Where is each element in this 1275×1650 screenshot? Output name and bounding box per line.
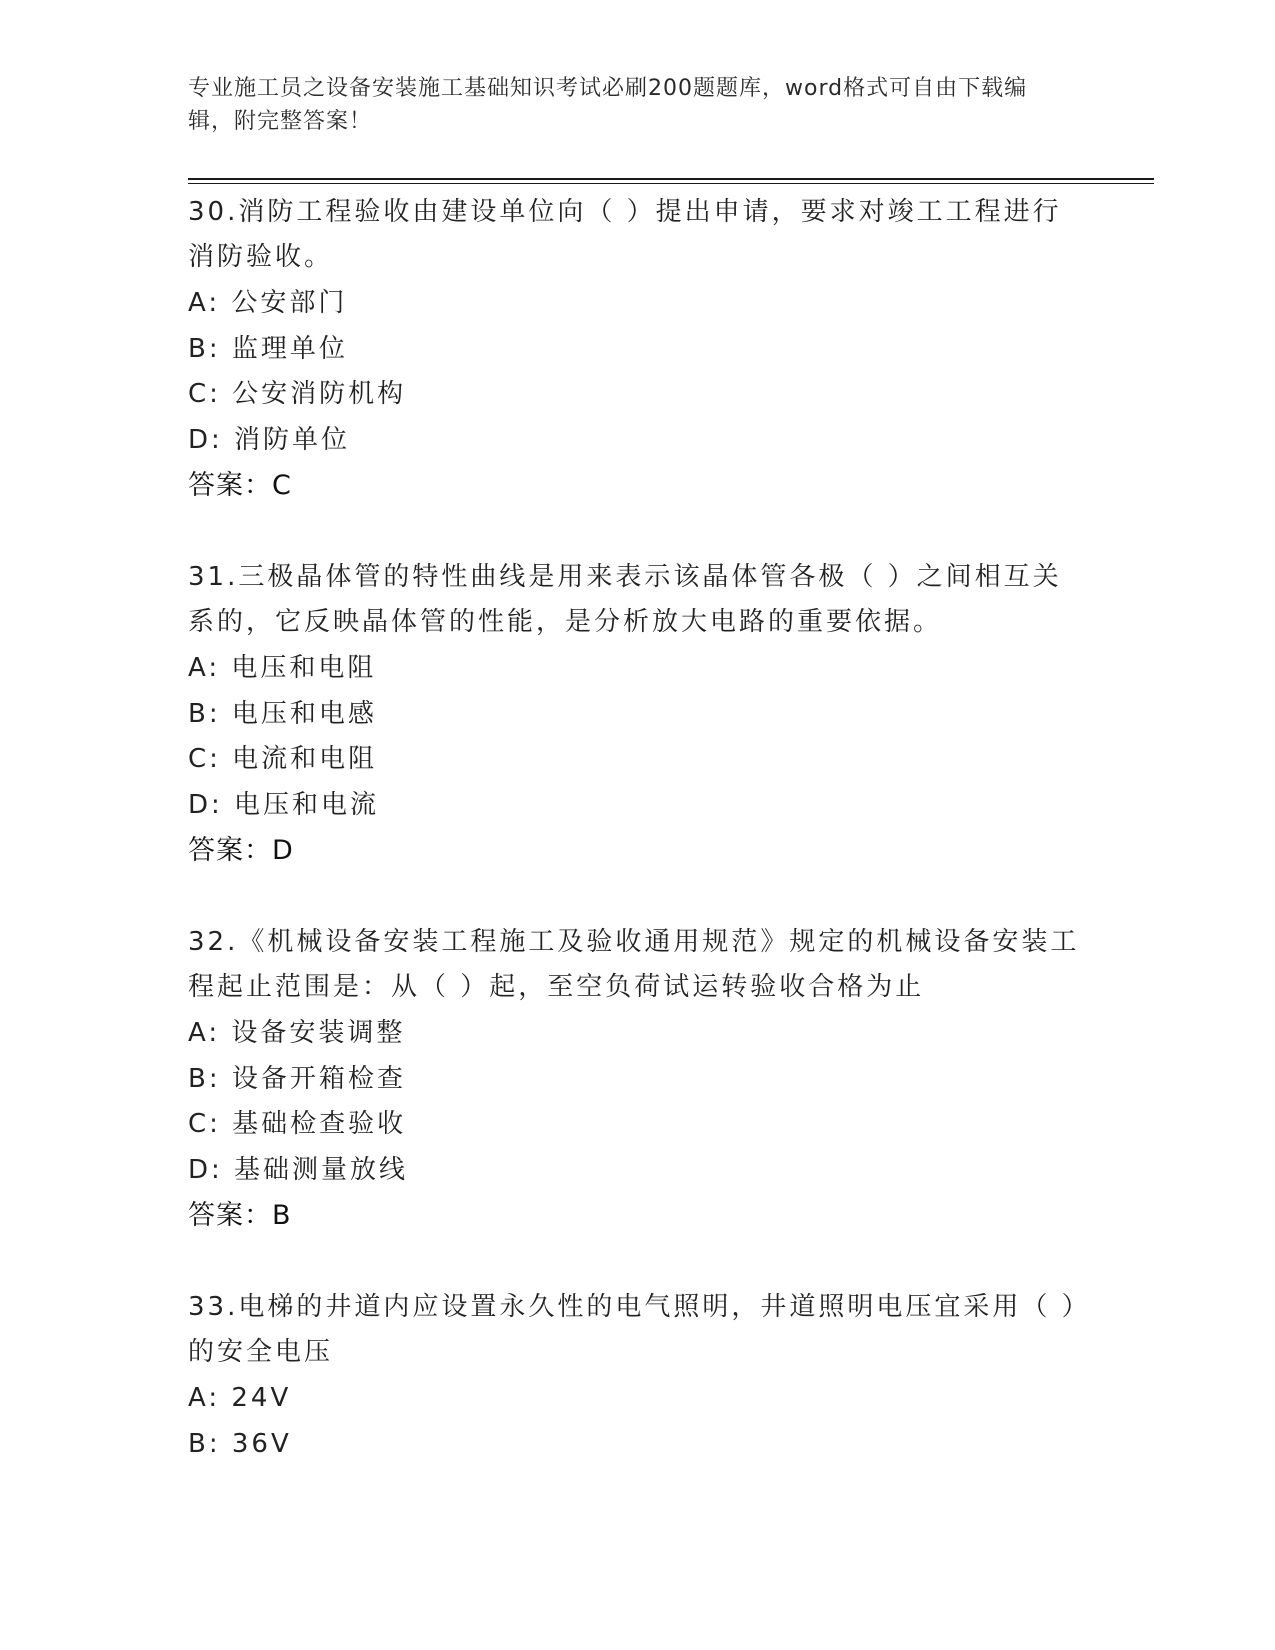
option-d: D: 基础测量放线 — [188, 1154, 409, 1185]
option-a: A: 电压和电阻 — [188, 653, 377, 683]
question-30 — [188, 190, 1088, 509]
option-c: C: 电流和电阻 — [188, 744, 378, 774]
option-b: B: 设备开箱检查 — [188, 1063, 406, 1094]
answer-line: 答案：C — [188, 470, 292, 501]
option-a: A: 24V — [188, 1383, 292, 1413]
option-a: A: 公安部门 — [188, 288, 348, 318]
question-31 — [188, 555, 1088, 874]
option-d: D: 消防单位 — [188, 424, 351, 455]
question-33 — [188, 1285, 1088, 1467]
question-32 — [188, 920, 1088, 1239]
question-stem: 30.消防工程验收由建设单位向（ ）提出申请，要求对竣工工程进行消防验收。 — [188, 197, 1062, 272]
option-b: B: 36V — [188, 1428, 292, 1459]
header-divider — [188, 178, 1154, 180]
question-stem: 32.《机械设备安装工程施工及验收通用规范》规定的机械设备安装工程起止范围是：从（ ）起，至空负荷试运转验收合格为止 — [188, 927, 1080, 1002]
header-divider-thin — [188, 183, 1154, 184]
question-stem: 33.电梯的井道内应设置永久性的电气照明，井道照明电压宜采用（ ）的安全电压 — [188, 1292, 1078, 1367]
answer-line: 答案：B — [188, 1200, 292, 1231]
question-stem: 31.三极晶体管的特性曲线是用来表示该晶体管各极（ ）之间相互关系的，它反映晶体管的性能，是分析放大电路的重要依据。 — [188, 562, 1062, 637]
option-d: D: 电压和电流 — [188, 789, 380, 820]
option-c: C: 公安消防机构 — [188, 379, 407, 409]
option-b: B: 电压和电感 — [188, 698, 377, 729]
option-c: C: 基础检查验收 — [188, 1109, 407, 1139]
option-a: A: 设备安装调整 — [188, 1018, 406, 1048]
question-list — [188, 190, 1088, 1513]
answer-line: 答案：D — [188, 835, 294, 866]
option-b: B: 监理单位 — [188, 333, 348, 364]
document-header: 专业施工员之设备安装施工基础知识考试必刷200题题库，word格式可自由下载编辑，附完整答案！ — [188, 76, 1028, 134]
